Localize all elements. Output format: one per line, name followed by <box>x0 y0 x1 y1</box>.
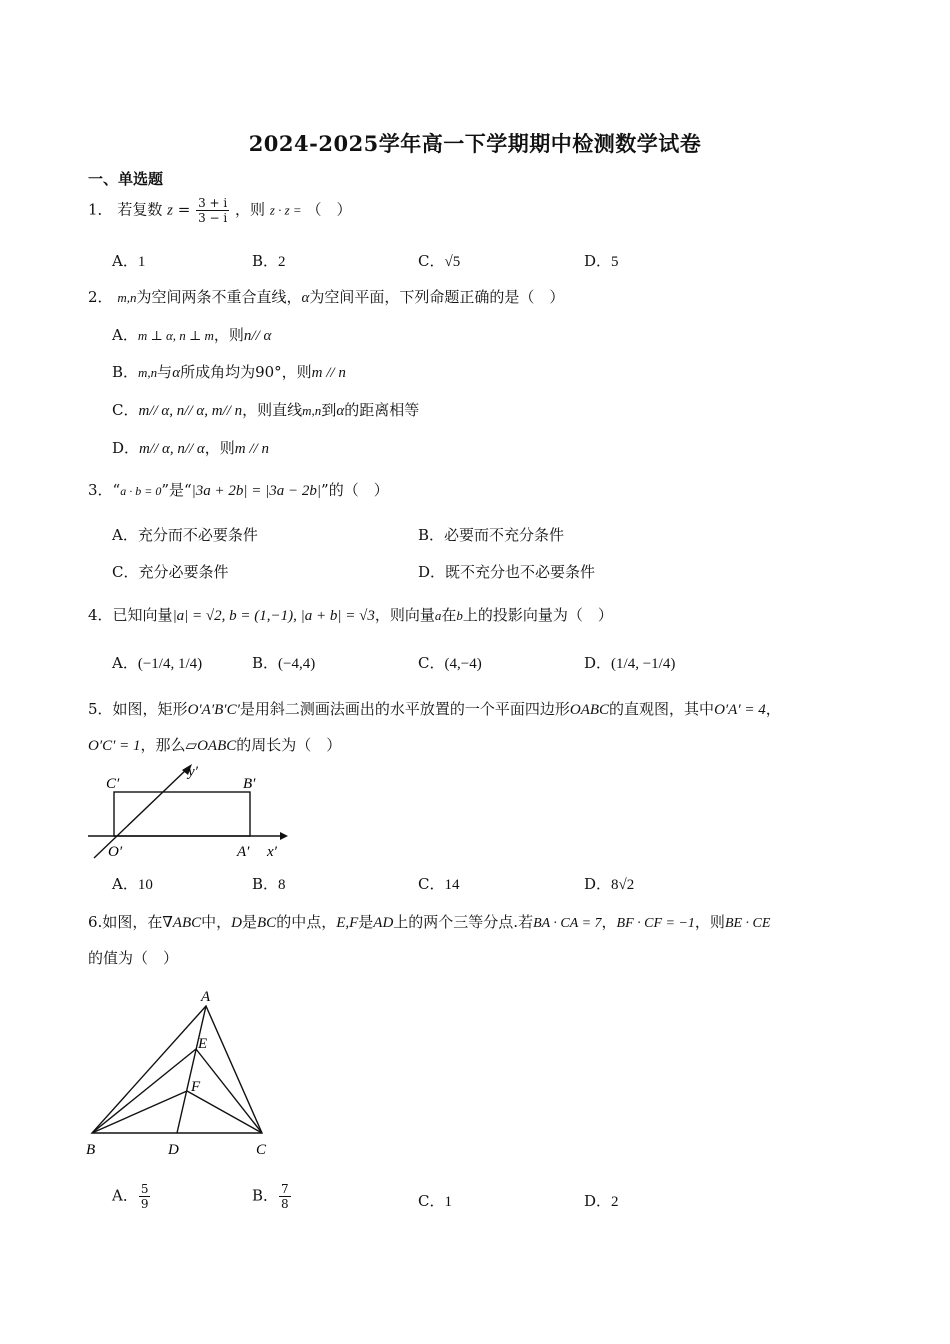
option-a <box>112 652 202 673</box>
page-title: 2024-2025学年高一下学期期中检测数学试卷 <box>248 131 702 156</box>
option-c <box>418 250 460 271</box>
option-text: 2 <box>611 1194 619 1210</box>
option-b <box>252 1182 292 1211</box>
option-text: 必要而不充分条件 <box>444 526 565 544</box>
option-label: B． <box>252 654 279 672</box>
label-a: A <box>201 989 211 1005</box>
question-text: 为空间平面，下列命题正确的是（ ） <box>309 288 565 306</box>
option-label: C． <box>418 1192 445 1210</box>
answer-blank: （ ） <box>306 200 352 219</box>
option-text: 所成角均为90°，则 <box>180 363 312 381</box>
label-x: x′ <box>267 844 277 860</box>
option-label: C． <box>418 875 445 893</box>
option-label: A． <box>112 875 138 893</box>
option-label: C． <box>418 654 445 672</box>
fraction-denominator: 3 − i <box>198 211 228 225</box>
triangle-abc <box>92 1006 262 1133</box>
question-number: 6. <box>88 913 103 931</box>
option-c <box>418 652 482 673</box>
question-text: ，则 <box>235 200 266 219</box>
option-label: B． <box>252 875 279 893</box>
question-text: ， <box>601 913 617 931</box>
math-z: z <box>167 202 173 219</box>
option-label: D． <box>584 1192 612 1210</box>
segment-cf <box>187 1091 262 1133</box>
option-text: (−4,4) <box>278 656 316 672</box>
option-text: ，则直线 <box>242 401 303 419</box>
quote-open: “ <box>112 481 121 499</box>
option-d <box>584 652 675 673</box>
question-3 <box>88 479 389 500</box>
option-math: α <box>336 403 345 419</box>
option-a <box>112 1182 151 1211</box>
option-label: A． <box>112 526 138 544</box>
option-text: 到 <box>321 401 337 419</box>
option-d <box>584 873 634 894</box>
label-c: C <box>256 1142 267 1158</box>
question-6 <box>88 911 770 932</box>
segment-bf <box>92 1091 187 1133</box>
option-text: (−1/4, 1/4) <box>137 656 203 672</box>
question-text: ”的（ ） <box>321 481 389 499</box>
question-number: 1． <box>88 200 113 219</box>
question-text: 的直观图，其中 <box>609 700 715 718</box>
label-b: B <box>86 1142 96 1158</box>
option-a <box>112 250 145 271</box>
question-5-line-2 <box>88 734 341 755</box>
math-a: a <box>434 608 442 623</box>
question-text: 在 <box>441 606 457 624</box>
question-4 <box>88 604 613 625</box>
option-text: 的距离相等 <box>344 401 420 419</box>
option-b <box>252 652 315 673</box>
question-text: ，那么 <box>140 736 186 754</box>
option-label: A． <box>112 252 138 270</box>
option-label: D． <box>584 252 612 270</box>
question-text: ，则向量 <box>374 606 435 624</box>
question-text: 如图，在 <box>102 913 163 931</box>
option-b <box>112 361 346 382</box>
option-d <box>584 250 619 271</box>
math-vars: m,n <box>117 290 137 305</box>
question-text: ”是“ <box>161 481 192 499</box>
option-label: A． <box>112 654 138 672</box>
option-math: m,n <box>138 365 158 380</box>
math-condition: O′A′ = 4 <box>714 702 766 718</box>
math-condition: BF · CF = −1 <box>616 916 695 931</box>
math-condition: BA · CA = 7 <box>533 916 602 931</box>
fraction-denominator: 9 <box>140 1197 149 1211</box>
question-2 <box>88 286 564 307</box>
option-text: 5 <box>611 254 619 270</box>
rectangle <box>114 792 250 836</box>
option-text: 既不充分也不必要条件 <box>445 563 596 581</box>
option-d <box>418 561 595 582</box>
math-target: BE · CE <box>724 916 771 931</box>
fraction-denominator: 8 <box>281 1197 289 1211</box>
option-label: B． <box>252 1186 279 1205</box>
question-text: 若复数 <box>117 200 163 219</box>
option-text: 10 <box>137 877 153 893</box>
option-c <box>112 561 229 582</box>
option-c <box>112 399 419 420</box>
question-5 <box>88 698 781 719</box>
option-text: 2 <box>278 254 286 270</box>
label-o: O′ <box>108 844 123 860</box>
question-text: 已知向量 <box>112 606 173 624</box>
option-text: 1 <box>137 254 146 270</box>
option-a <box>112 324 271 345</box>
question-number: 2． <box>88 288 113 306</box>
option-text: 与 <box>157 363 173 381</box>
label-e: E <box>198 1036 208 1052</box>
question-text: 的周长为（ ） <box>236 736 342 754</box>
option-text: (1/4, −1/4) <box>611 656 676 672</box>
question-text: 是用斜二测画法画出的水平放置的一个平面四边形 <box>239 700 570 718</box>
fraction-numerator: 7 <box>281 1182 289 1196</box>
math-bc: BC <box>257 915 277 931</box>
option-text: 8 <box>278 877 286 893</box>
label-c: C′ <box>106 776 120 792</box>
option-label: A． <box>112 1186 138 1205</box>
option-math: m ⊥ α, n ⊥ m <box>137 328 214 343</box>
math-eq: = <box>172 200 196 219</box>
math-triangle: ∇ABC <box>162 915 202 931</box>
option-label: A． <box>112 326 138 344</box>
option-text: 14 <box>444 877 460 893</box>
math-condition: a · b = 0 <box>120 484 162 498</box>
label-d: D <box>168 1142 179 1158</box>
option-b <box>252 250 286 271</box>
question-text: 中， <box>201 913 232 931</box>
math-quad: OABC <box>569 702 610 718</box>
label-a: A′ <box>237 844 250 860</box>
option-label: B． <box>252 252 279 270</box>
math-rect: O′A′B′C′ <box>187 702 240 718</box>
oblique-figure <box>80 760 300 862</box>
option-c <box>418 873 459 894</box>
option-text: (4,−4) <box>444 656 482 672</box>
option-math: n// α <box>243 328 272 344</box>
option-text: 充分而不必要条件 <box>137 526 258 544</box>
option-text: ，则 <box>204 439 235 457</box>
option-text: √5 <box>444 254 461 270</box>
option-label: C． <box>112 563 139 581</box>
question-text: 的中点， <box>276 913 337 931</box>
segment-ce <box>196 1049 262 1133</box>
fraction <box>196 196 229 225</box>
option-label: B． <box>112 363 139 381</box>
option-label: D． <box>584 654 612 672</box>
question-text: 上的两个三等分点.若 <box>393 913 534 931</box>
option-label: C． <box>112 401 139 419</box>
x-axis-arrow <box>280 832 288 840</box>
option-math: m // n <box>234 441 269 457</box>
option-math: m // n <box>311 365 346 381</box>
option-b <box>252 873 286 894</box>
option-a <box>112 524 258 545</box>
math-alpha: α <box>301 290 310 306</box>
fraction-numerator: 3 + i <box>198 196 228 210</box>
math-b: b <box>456 608 463 623</box>
option-math: m// α, n// α <box>139 441 205 457</box>
label-y: y′ <box>188 764 198 780</box>
option-b <box>418 524 564 545</box>
option-label: D． <box>418 563 446 581</box>
option-math: m// α, n// α, m// n <box>138 403 243 419</box>
option-label: C． <box>418 252 445 270</box>
label-b: B′ <box>243 776 256 792</box>
question-text: 如图，矩形 <box>112 700 188 718</box>
math-parallelogram: ▱OABC <box>185 738 237 754</box>
option-math: m,n <box>302 403 322 418</box>
question-6-line-2: 的值为（ ） <box>88 949 179 967</box>
math-condition: |3a + 2b| = |3a − 2b| <box>191 483 322 499</box>
option-label: D． <box>584 875 612 893</box>
question-number: 4． <box>88 606 113 624</box>
option-text: 8√2 <box>611 877 635 893</box>
question-text: ， <box>765 700 781 718</box>
option-text: 充分必要条件 <box>138 563 229 581</box>
question-text: 为空间两条不重合直线， <box>136 288 302 306</box>
triangle-figure <box>80 982 280 1162</box>
option-text: 1 <box>444 1194 452 1210</box>
option-d <box>112 437 269 458</box>
question-text: ，则 <box>694 913 725 931</box>
median-ad <box>177 1006 206 1133</box>
fraction <box>279 1182 291 1211</box>
question-text: 是 <box>242 913 258 931</box>
math-condition: O′C′ = 1 <box>88 738 141 754</box>
math-ad: AD <box>373 915 394 931</box>
option-text: ，则 <box>213 326 244 344</box>
math-d: D <box>231 915 242 931</box>
label-f: F <box>191 1079 201 1095</box>
fraction-numerator: 5 <box>140 1182 149 1196</box>
question-text: 上的投影向量为（ ） <box>462 606 613 624</box>
question-1 <box>88 196 352 225</box>
option-c <box>418 1190 452 1211</box>
option-label: D． <box>112 439 140 457</box>
question-number: 5． <box>88 700 113 718</box>
question-text: 是 <box>358 913 374 931</box>
option-math: α <box>172 365 181 381</box>
math-ef: E,F <box>336 915 359 931</box>
math-expression: z · z = <box>269 202 302 218</box>
fraction <box>139 1182 151 1211</box>
math-condition: |a| = √2, b = (1,−1), |a + b| = √3 <box>172 608 375 624</box>
option-d <box>584 1190 619 1211</box>
question-number: 3． <box>88 481 113 499</box>
section-heading: 一、单选题 <box>88 170 164 188</box>
option-label: B． <box>418 526 445 544</box>
option-a <box>112 873 153 894</box>
